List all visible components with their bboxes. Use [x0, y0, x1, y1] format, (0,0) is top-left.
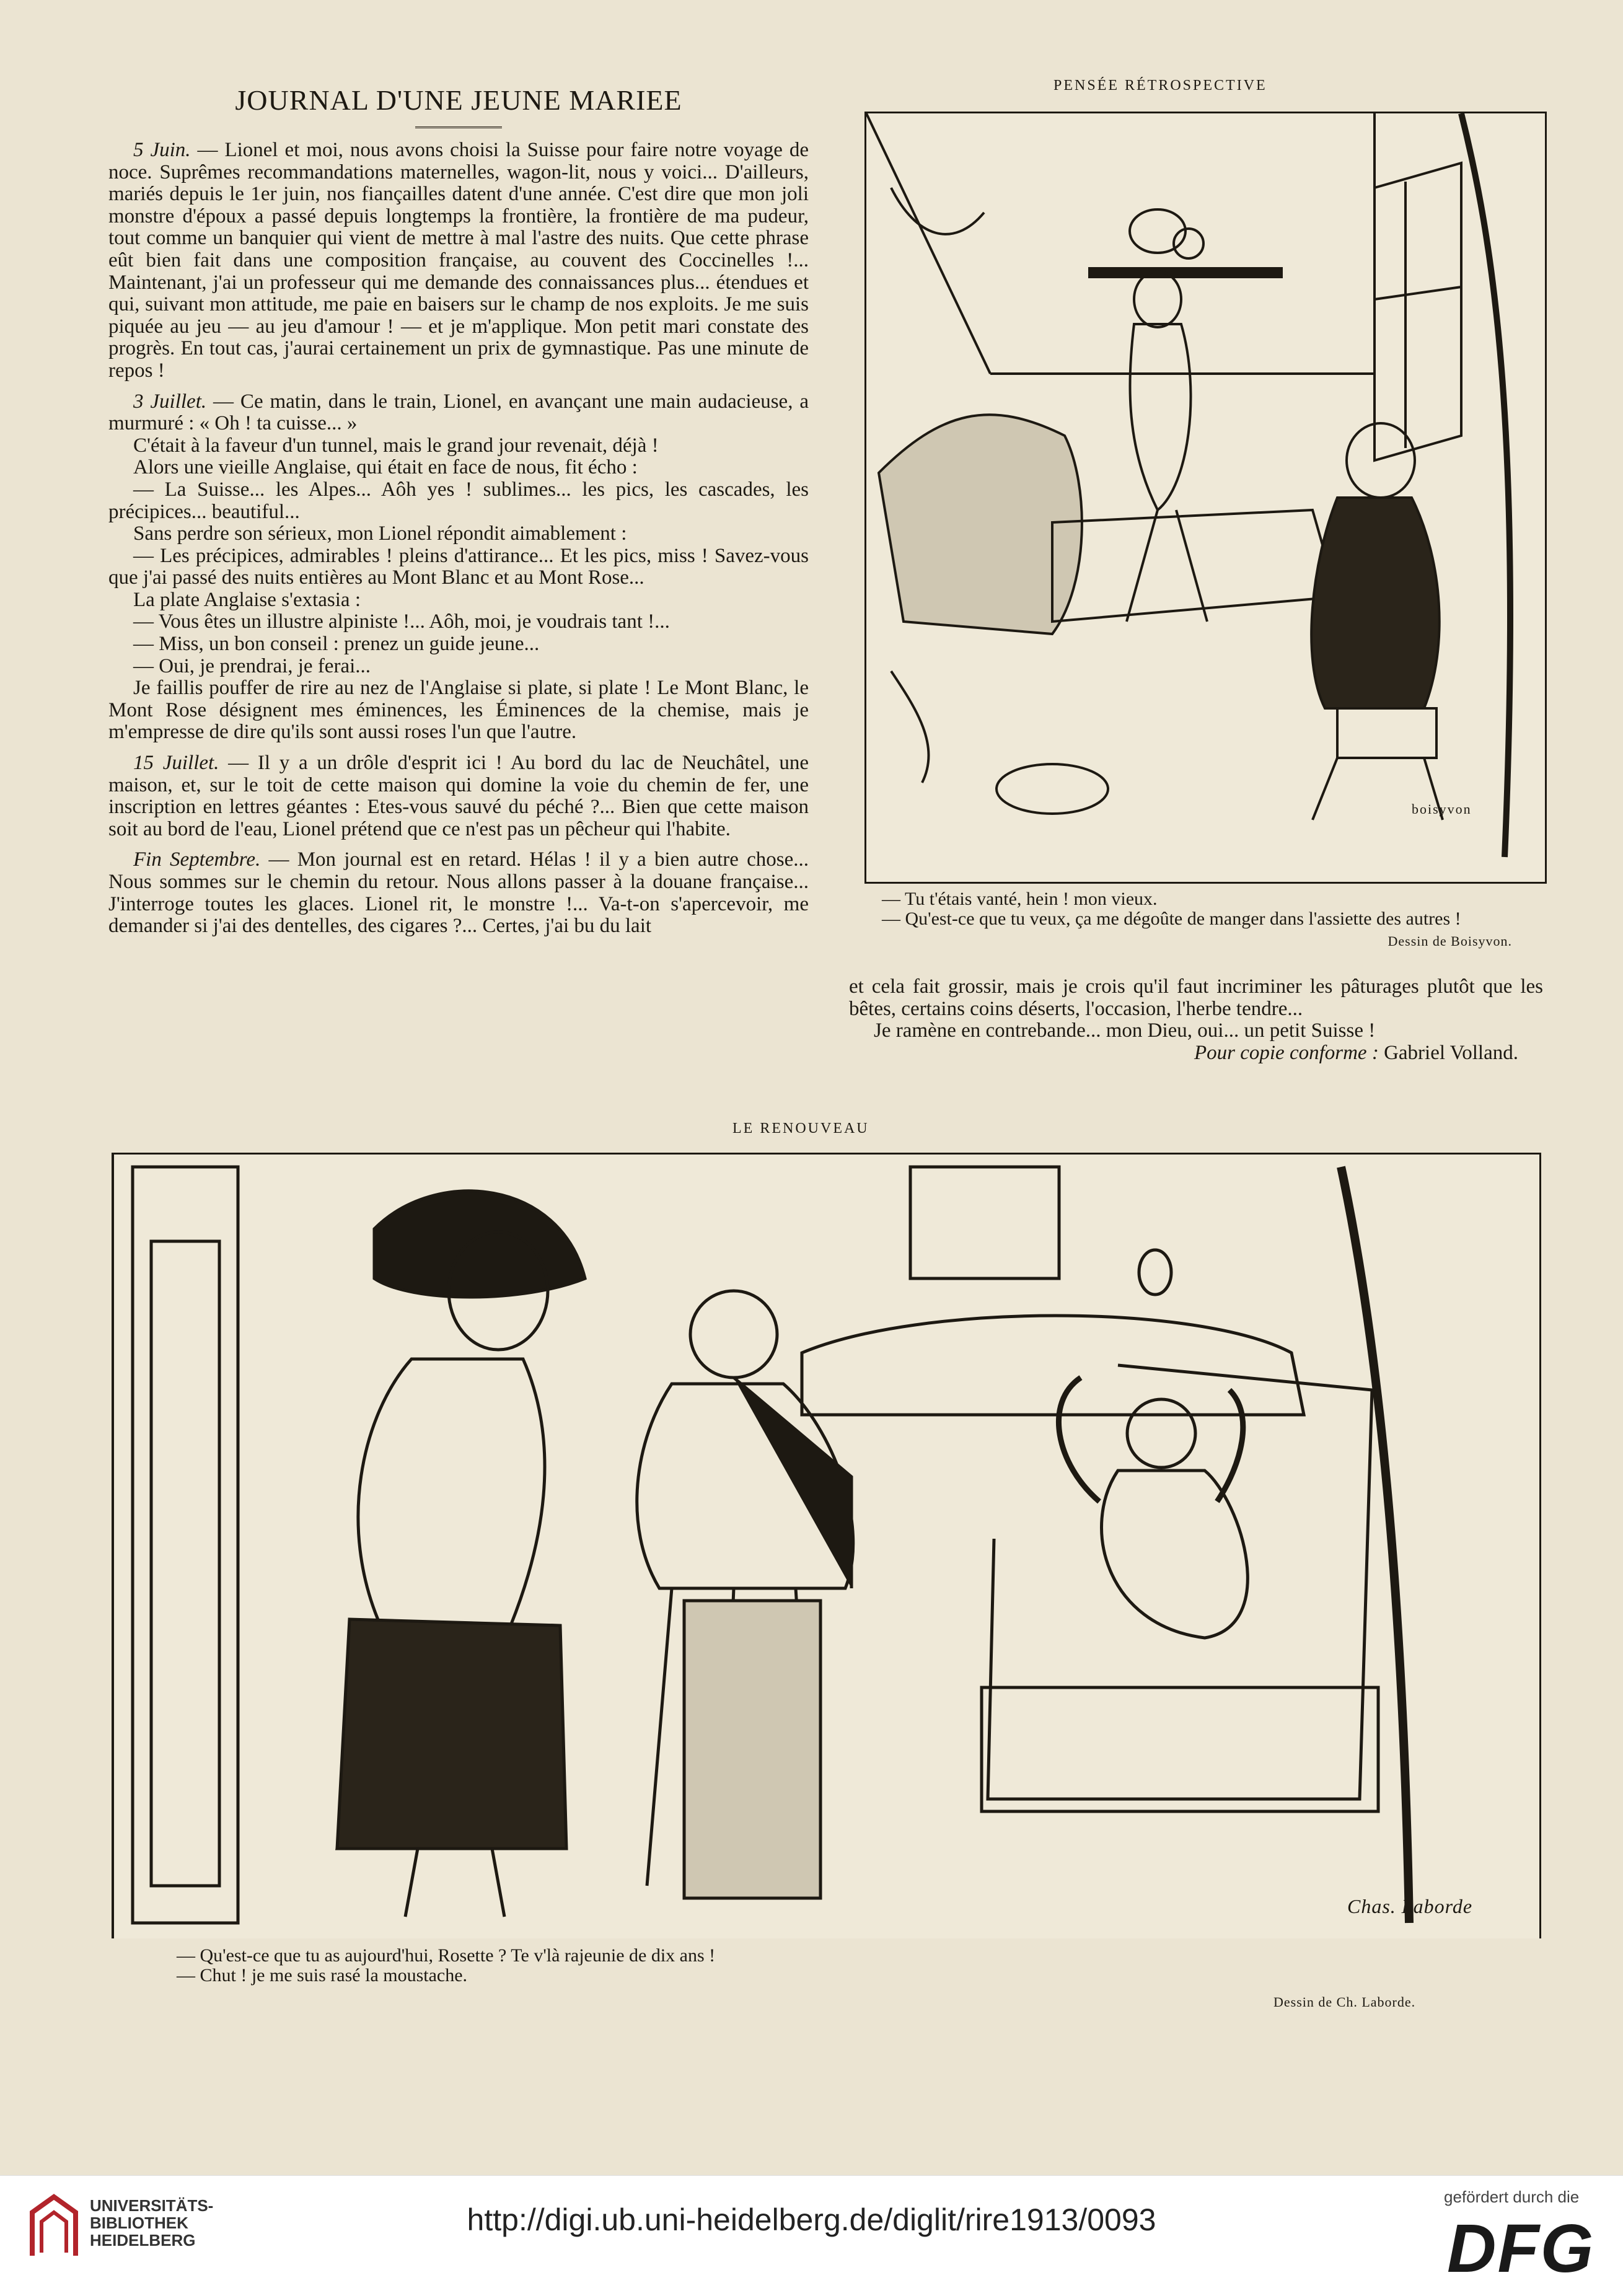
paragraph: — La Suisse... les Alpes... Aôh yes ! sublimes... les pics, les cascades, les précipices... beautiful...: [108, 478, 809, 523]
salon-sketch: [114, 1155, 1539, 1938]
paragraph: — Les précipices, admirables ! pleins d'attirance... Et les pics, miss ! Savez-vous que j'ai passé des nuits entières au Mont Blanc et au Mont Rose...: [108, 544, 809, 589]
paragraph: Je faillis pouffer de rire au nez de l'Anglaise si plate, si plate ! Le Mont Blanc, le Mont Rose désignent mes éminences, les Éminences de la chemise, mais je m'empresse de dire qu'ils sont aussi roses l'un que l'autre.: [108, 677, 809, 744]
caption-renouveau: [177, 1946, 920, 1986]
illustration-retrospective: [864, 112, 1547, 884]
paragraph: — Oui, je prendrai, je ferai...: [133, 654, 371, 677]
paragraph: — Vous êtes un illustre alpiniste !... Aôh, moi, je voudrais tant !...: [133, 610, 670, 633]
artist-signature: boisyvon: [1412, 801, 1472, 817]
entry-date: 3 Juillet.: [133, 390, 207, 413]
title-ornament: [415, 121, 502, 128]
dfg-logo: DFG: [1447, 2210, 1595, 2287]
journal-continuation: [849, 976, 1543, 1064]
paragraph: — Miss, un bon conseil : prenez un guide jeune...: [133, 633, 540, 656]
paragraph: 5 Juin. — Lionel et moi, nous avons choisi la Suisse pour faire notre voyage de noce. Suprêmes recommandations maternelles, wagon-lit, nous y voici... D'ailleurs, mariés depuis le 1er juin, nos fiançailles datent d'une année. C'est dire que mon joli monstre d'époux a passé depuis longtemps la frontière, la frontière de ma pudeur, tout comme un banquier qui vient de mettre à mal l'astre des nuits. Que cette phrase eût bien fait dans une composition française, au couvent des Coccinelles !... Maintenant, j'ai un professeur qui me demande des connaissances plus... étendues et qui, suivant mon attitude, me paie en baisers sur le champ de nos exploits. Je me suis piquée au jeu — au jeu d'amour ! — et je m'applique. Mon petit mari constate des progrès. En tout cas, j'aurai certainement un prix de gymnastique. Pas une minute de repos !: [108, 139, 809, 382]
paragraph: Fin Septembre. — Mon journal est en retard. Hélas ! il y a bien autre chose... Nous sommes sur le chemin du retour. Nous allons passer à la douane française... J'interroge toutes les glaces. Lionel rit, le monstre !... Va-t-on s'apercevoir, me demander si j'ai des dentelles, des cigares ?... Certes, j'ai bu du lait: [108, 848, 809, 938]
paragraph: Alors une vieille Anglaise, qui était en face de nous, fit écho :: [133, 456, 638, 479]
paragraph: 3 Juillet. — Ce matin, dans le train, Lionel, en avançant une main audacieuse, a murmuré : « Oh ! ta cuisse... »: [108, 390, 809, 435]
caption-line: — Qu'est-ce que tu as aujourd'hui, Rosette ? Te v'là rajeunie de dix ans !: [177, 1945, 716, 1966]
caption-line: — Tu t'étais vanté, hein ! mon vieux.: [882, 889, 1158, 909]
entry-date: 5 Juin.: [133, 139, 191, 161]
drawing-credit: Dessin de Ch. Laborde.: [1273, 1994, 1416, 2010]
signature-line: [849, 1042, 1543, 1065]
entry-date: Fin Septembre.: [133, 848, 261, 871]
author-name: Gabriel Volland.: [1384, 1041, 1518, 1064]
article-title: JOURNAL D'UNE JEUNE MARIEE: [235, 84, 682, 116]
library-name: UNIVERSITÄTS- BIBLIOTHEK HEIDELBERG: [90, 2196, 214, 2250]
signature-prefix: Pour copie conforme :: [1194, 1041, 1379, 1064]
artist-signature: Chas. Laborde: [1347, 1895, 1473, 1917]
paragraph: 15 Juillet. — Il y a un drôle d'esprit ici ! Au bord du lac de Neuchâtel, une maison, et, sur le toit de cette maison qui domine la voie du chemin de fer, une inscription en lettres géantes : Etes-vous sauvé du péché ?... Bien que cette maison soit au bord de l'eau, Lionel prétend que ce n'est pas un pêcheur qui l'habite.: [108, 752, 809, 840]
caption-line: — Qu'est-ce que tu veux, ça me dégoûte de manger dans l'assiette des autres !: [882, 908, 1461, 929]
paragraph: Sans perdre son sérieux, mon Lionel répondit aimablement :: [133, 522, 627, 545]
drawing-title: PENSÉE RÉTROSPECTIVE: [1053, 77, 1267, 94]
drawing-title: LE RENOUVEAU: [732, 1120, 869, 1137]
bedroom-sketch: [866, 113, 1545, 882]
caption-line: — Chut ! je me suis rasé la moustache.: [177, 1965, 468, 1986]
drawing-credit: Dessin de Boisyvon.: [1388, 933, 1512, 949]
funding-label: gefördert durch die: [1444, 2188, 1580, 2206]
source-url-link[interactable]: http://digi.ub.uni-heidelberg.de/diglit/rire1913/0093: [467, 2202, 1156, 2237]
illustration-renouveau: [112, 1153, 1541, 1938]
entry-date: 15 Juillet.: [133, 752, 219, 775]
caption-retrospective: [864, 889, 1512, 951]
paragraph: et cela fait grossir, mais je crois qu'il faut incriminer les pâturages plutôt que les bêtes, certains coins déserts, l'occasion, l'herbe tendre...: [849, 975, 1543, 1020]
paragraph: Je ramène en contrebande... mon Dieu, oui... un petit Suisse !: [874, 1019, 1376, 1042]
journal-article: [108, 84, 809, 938]
paragraph: La plate Anglaise s'extasia :: [133, 588, 361, 611]
paragraph: C'était à la faveur d'un tunnel, mais le grand jour revenait, déjà !: [133, 434, 659, 457]
